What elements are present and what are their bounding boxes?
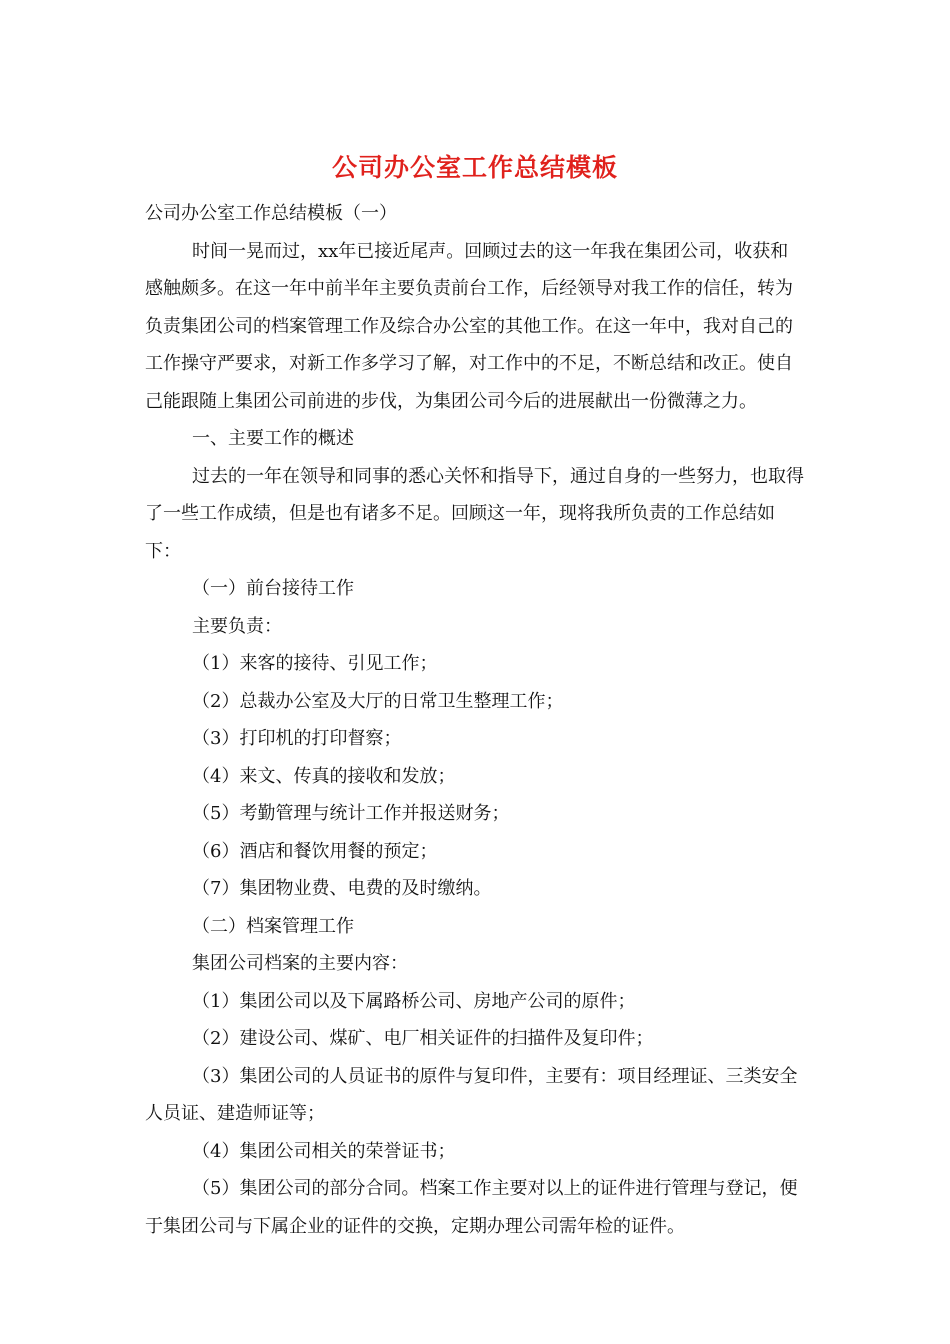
paragraph: （6）酒店和餐饮用餐的预定； (192, 840, 438, 862)
paragraph: （3）打印机的打印督察； (192, 728, 402, 749)
paragraph: （2）建设公司、煤矿、电厂相关证件的扫描件及复印件； (192, 1028, 654, 1049)
paragraph: 时间一晃而过，xx年已接近尾声。回顾过去的这一年我在集团公司，收获和感触颇多。在这一年中前半年主要负责前台工作，后经领导对我工作的信任，转为负责集团公司的档案管理工作及综合办公室的其他工作。在这一年中，我对自己的工作操守严要求，对新工作多学习了解，对工作中的不足，不断总结和改正。使自己能跟随上集团公司前进的步伐，为集团公司今后的进展献出一份微薄之力。 (145, 240, 793, 412)
paragraph: （5）考勤管理与统计工作并报送财务； (192, 803, 510, 824)
paragraph: （二）档案管理工作 (192, 915, 354, 937)
paragraph: （一）前台接待工作 (192, 578, 354, 599)
paragraph: （2）总裁办公室及大厅的日常卫生整理工作； (192, 690, 564, 712)
paragraph: 集团公司档案的主要内容： (192, 953, 408, 974)
paragraph: 主要负责： (192, 615, 282, 637)
paragraph: 一、主要工作的概述 (192, 428, 354, 449)
paragraph: （7）集团物业费、电费的及时缴纳。 (192, 878, 492, 899)
paragraph: （3）集团公司的人员证书的原件与复印件，主要有：项目经理证、三类安全人员证、建造师证等； (145, 1065, 798, 1124)
document-title: 公司办公室工作总结模板 (331, 153, 618, 182)
document-body (145, 195, 805, 1245)
paragraph: 公司办公室工作总结模板（一） (145, 203, 397, 224)
paragraph: （4）来文、传真的接收和发放； (192, 765, 456, 787)
paragraph: （1）来客的接待、引见工作； (192, 653, 438, 674)
paragraph: （5）集团公司的部分合同。档案工作主要对以上的证件进行管理与登记，便于集团公司与下属企业的证件的交换，定期办理公司需年检的证件。 (145, 1178, 798, 1237)
paragraph: （4）集团公司相关的荣誉证书； (192, 1140, 456, 1162)
paragraph: （1）集团公司以及下属路桥公司、房地产公司的原件； (192, 990, 636, 1012)
paragraph: 过去的一年在领导和同事的悉心关怀和指导下，通过自身的一些努力，也取得了一些工作成绩，但是也有诸多不足。回顾这一年，现将我所负责的工作总结如下： (145, 465, 804, 562)
